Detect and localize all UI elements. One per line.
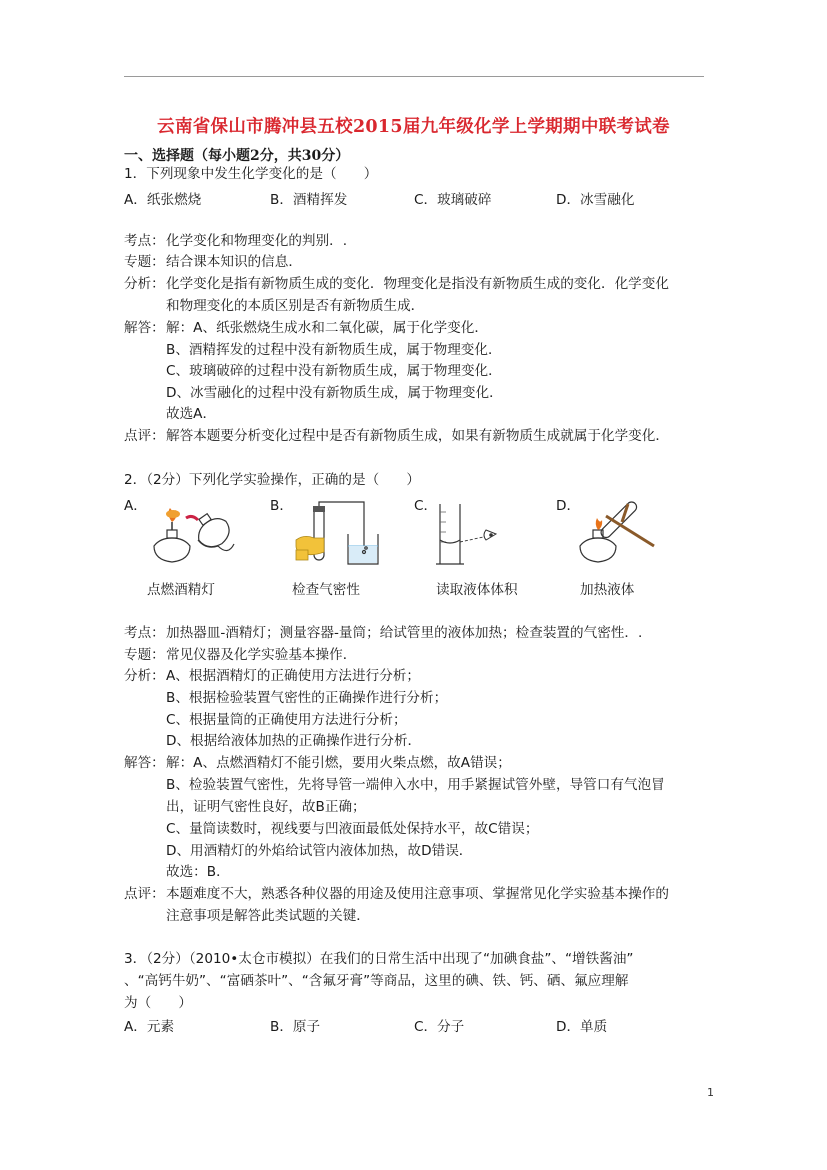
q1-kaodian-label: 考点： bbox=[124, 233, 165, 249]
q1-option-a: A．纸张燃烧 bbox=[124, 192, 202, 208]
q3-stem-line: 为（ ） bbox=[124, 995, 192, 1011]
q2-jieda-label: 解答： bbox=[124, 755, 165, 771]
q2-fenxi-line: D、根据给液体加热的正确操作进行分析． bbox=[166, 733, 422, 749]
q2-jieda-line: 解：A、点燃酒精灯不能引燃，要用火柴点燃，故A错误； bbox=[166, 755, 511, 771]
figure-lighting-alcohol-lamp bbox=[140, 500, 240, 572]
section-heading: 一、选择题（每小题2分，共30分） bbox=[124, 148, 350, 164]
q1-jieda-line: C、玻璃破碎的过程中没有新物质生成，属于物理变化． bbox=[166, 363, 502, 379]
q1-stem: 1．下列现象中发生化学变化的是（ ） bbox=[124, 166, 378, 182]
q2-kaodian-label: 考点： bbox=[124, 625, 165, 641]
q2-kaodian: 加热器皿-酒精灯；测量容器-量筒；给试管里的液体加热；检查装置的气密性．. bbox=[166, 625, 643, 641]
q3-option-a: A．元素 bbox=[124, 1019, 175, 1035]
q1-jieda-line: 解：A、纸张燃烧生成水和二氧化碳，属于化学变化． bbox=[166, 320, 488, 336]
q2-jieda-line: 出，证明气密性良好，故B正确； bbox=[166, 799, 366, 815]
q2-dianping-line: 本题难度不大，熟悉各种仪器的用途及使用注意事项、掌握常见化学实验基本操作的 bbox=[166, 886, 669, 902]
q3-option-b: B．原子 bbox=[270, 1019, 321, 1035]
q3-option-d: D．单质 bbox=[556, 1019, 608, 1035]
q2-caption-b: 检查气密性 bbox=[292, 582, 360, 598]
figure-heating-liquid bbox=[576, 500, 666, 572]
q1-jieda-label: 解答： bbox=[124, 320, 165, 336]
q1-option-c: C．玻璃破碎 bbox=[414, 192, 492, 208]
q2-jieda-line: 故选：B． bbox=[166, 864, 230, 880]
q2-fenxi-line: B、根据检验装置气密性的正确操作进行分析； bbox=[166, 690, 448, 706]
q2-fenxi-label: 分析： bbox=[124, 668, 165, 684]
q1-zhuanti: 结合课本知识的信息． bbox=[166, 254, 302, 270]
q3-stem-line: 3．（2分）（2010•太仓市模拟）在我们的日常生活中出现了“加碘食盐”、“增铁酱油” bbox=[124, 951, 634, 967]
q1-option-d: D．冰雪融化 bbox=[556, 192, 635, 208]
q1-fenxi-line: 和物理变化的本质区别是否有新物质生成． bbox=[166, 298, 425, 314]
q2-option-c: C． bbox=[414, 498, 438, 514]
q1-kaodian: 化学变化和物理变化的判别．. bbox=[166, 233, 348, 249]
q2-jieda-line: B、检验装置气密性，先将导管一端伸入水中，用手紧握试管外壁，导管口有气泡冒 bbox=[166, 777, 665, 793]
q3-option-c: C．分子 bbox=[414, 1019, 465, 1035]
q1-option-b: B．酒精挥发 bbox=[270, 192, 348, 208]
q2-jieda-line: C、量筒读数时，视线要与凹液面最低处保持水平，故C错误； bbox=[166, 821, 539, 837]
figure-checking-airtightness bbox=[290, 500, 380, 572]
q2-caption-d: 加热液体 bbox=[580, 582, 635, 598]
q2-jieda-line: D、用酒精灯的外焰给试管内液体加热，故D错误． bbox=[166, 843, 473, 859]
q2-zhuanti: 常见仪器及化学实验基本操作． bbox=[166, 647, 357, 663]
q1-jieda-line: D、冰雪融化的过程中没有新物质生成，属于物理变化． bbox=[166, 385, 503, 401]
q2-fenxi-line: C、根据量筒的正确使用方法进行分析； bbox=[166, 712, 407, 728]
q2-option-b: B． bbox=[270, 498, 293, 514]
q1-zhuanti-label: 专题： bbox=[124, 254, 165, 270]
q1-dianping-label: 点评： bbox=[124, 428, 165, 444]
q2-caption-a: 点燃酒精灯 bbox=[147, 582, 215, 598]
q2-dianping-label: 点评： bbox=[124, 886, 165, 902]
q2-zhuanti-label: 专题： bbox=[124, 647, 165, 663]
q2-fenxi-line: A、根据酒精灯的正确使用方法进行分析； bbox=[166, 668, 420, 684]
q1-fenxi-label: 分析： bbox=[124, 276, 165, 292]
q3-stem-line: 、“高钙牛奶”、“富硒茶叶”、“含氟牙膏”等商品，这里的碘、铁、钙、硒、氟应理解 bbox=[124, 973, 629, 989]
q2-caption-c: 读取液体体积 bbox=[436, 582, 518, 598]
q2-dianping-line: 注意事项是解答此类试题的关键． bbox=[166, 908, 370, 924]
figure-reading-liquid-volume bbox=[430, 500, 520, 572]
q2-option-d: D． bbox=[556, 498, 581, 514]
q1-dianping: 解答本题要分析变化过程中是否有新物质生成，如果有新物质生成就属于化学变化． bbox=[166, 428, 669, 444]
header-rule bbox=[124, 76, 704, 77]
q2-option-a: A． bbox=[124, 498, 147, 514]
page-number: 1 bbox=[707, 1086, 714, 1099]
q1-jieda-line: B、酒精挥发的过程中没有新物质生成，属于物理变化． bbox=[166, 342, 502, 358]
document-title: 云南省保山市腾冲县五校2015届九年级化学上学期期中联考试卷 bbox=[157, 117, 670, 137]
q1-jieda-line: 故选A． bbox=[166, 406, 217, 422]
q1-fenxi-line: 化学变化是指有新物质生成的变化．物理变化是指没有新物质生成的变化．化学变化 bbox=[166, 276, 669, 292]
q2-stem: 2．（2分）下列化学实验操作，正确的是（ ） bbox=[124, 472, 420, 488]
